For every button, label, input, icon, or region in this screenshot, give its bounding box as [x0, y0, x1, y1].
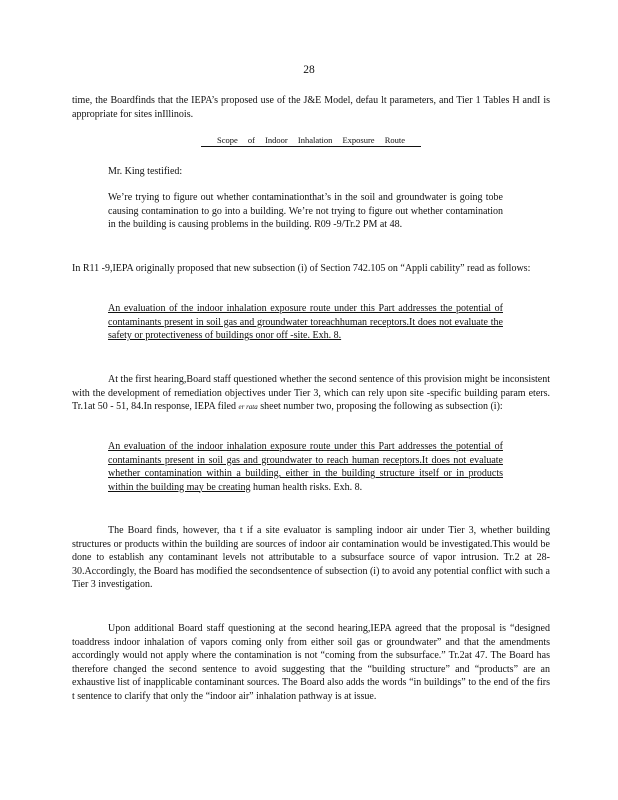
testimony-quote-text: We’re trying to figure out whether contaminationthat’s in the soil and groundwater is going tobe causing contamination to go into a building. We’re not trying to figure out whether contamination in the building is causing problems in the building. R09 -9/Tr.2 PM at 48.: [108, 192, 503, 230]
hearing-paragraph-text: [72, 373, 550, 415]
page-number: 28: [303, 64, 315, 76]
original-quote-text: An evaluation of the indoor inhalation exposure route under this Part addresses the potential of contaminants present in soil gas and groundwater toreachhuman receptors.It does not evaluate the safety or protectiveness of buildings onor off -site. Exh. 8.: [108, 303, 503, 341]
proposal-intro-text: In R11 -9,IEPA originally proposed that new subsection (i) of Section 742.105 on “Appli cability” read as follows:: [72, 263, 531, 274]
hearing-text-1: At the first hearing,Board staff questioned whether the second sentence of this provision might be inconsistent with the development of remediation objectives under Tier 3, which can rely upon site -specific building param eters. Tr.1at 50 - 51, 84.In response, IEPA filed: [72, 374, 550, 412]
intro-paragraph: [72, 94, 550, 121]
testimony-quote: [108, 191, 503, 232]
testimony-intro: [108, 165, 503, 179]
board-finding-paragraph: [72, 524, 550, 592]
board-finding-text: The Board finds, however, tha t if a site evaluator is sampling indoor air under Tier 3, whether building structures or products within the building are sources of indoor air contamination would be investigated.This would be done to establish any contaminant levels not attributable to a subsurface source of vapor intrusion. Tr.2 at 28- 30.Accordingly, the Board has modified the secondsentence of subsection (i) to avoid any potential conflict with such a Tier 3 investigation.: [72, 525, 550, 590]
testimony-intro-text: Mr. King testified:: [108, 166, 183, 177]
proposal-intro: [72, 262, 550, 276]
second-hearing-paragraph: [72, 622, 550, 703]
revised-quote-text: [108, 440, 503, 494]
section-heading-text: Scope of Indoor Inhalation Exposure Route: [201, 135, 421, 147]
hearing-text-2: sheet number two, proposing the following as subsection (i):: [260, 401, 503, 412]
revised-quote-tail: human health risks. Exh. 8.: [252, 481, 363, 493]
section-heading: [72, 135, 550, 145]
hearing-paragraph: [72, 373, 550, 415]
original-quote: [108, 302, 503, 343]
second-hearing-text: Upon additional Board staff questioning at the second hearing,IEPA agreed that the proposal is “designed toaddress indoor inhalation of vapors coming only from either soil gas or groundwater” and that the amendments accordingly would not apply where the contamination is not “coming from the subsurface.” Tr.2at 47. The Board has therefore changed the second sentence to avoid suggesting that the “building structure” and “products” are an exhaustive list of inapplicable contaminant sources. The Board also adds the words “in buildings” to the end of the firs t sentence to clarify that only the “indoor air” inhalation pathway is at issue.: [72, 623, 550, 702]
errata-text: er rata: [238, 403, 258, 411]
revised-quote-underlined: An evaluation of the indoor inhalation exposure route under this Part addresses the potential of contaminants present in soil gas and groundwater to reach human receptors.It does not evaluate whether contamination within a building, either in the building structure itself or in products within the building may be creating: [108, 441, 503, 493]
intro-text: time, the Boardfinds that the IEPA’s proposed use of the J&E Model, defau lt parameters, and Tier 1 Tables H andI is appropriate for sites inIllinois.: [72, 95, 550, 120]
revised-quote: [108, 440, 503, 494]
